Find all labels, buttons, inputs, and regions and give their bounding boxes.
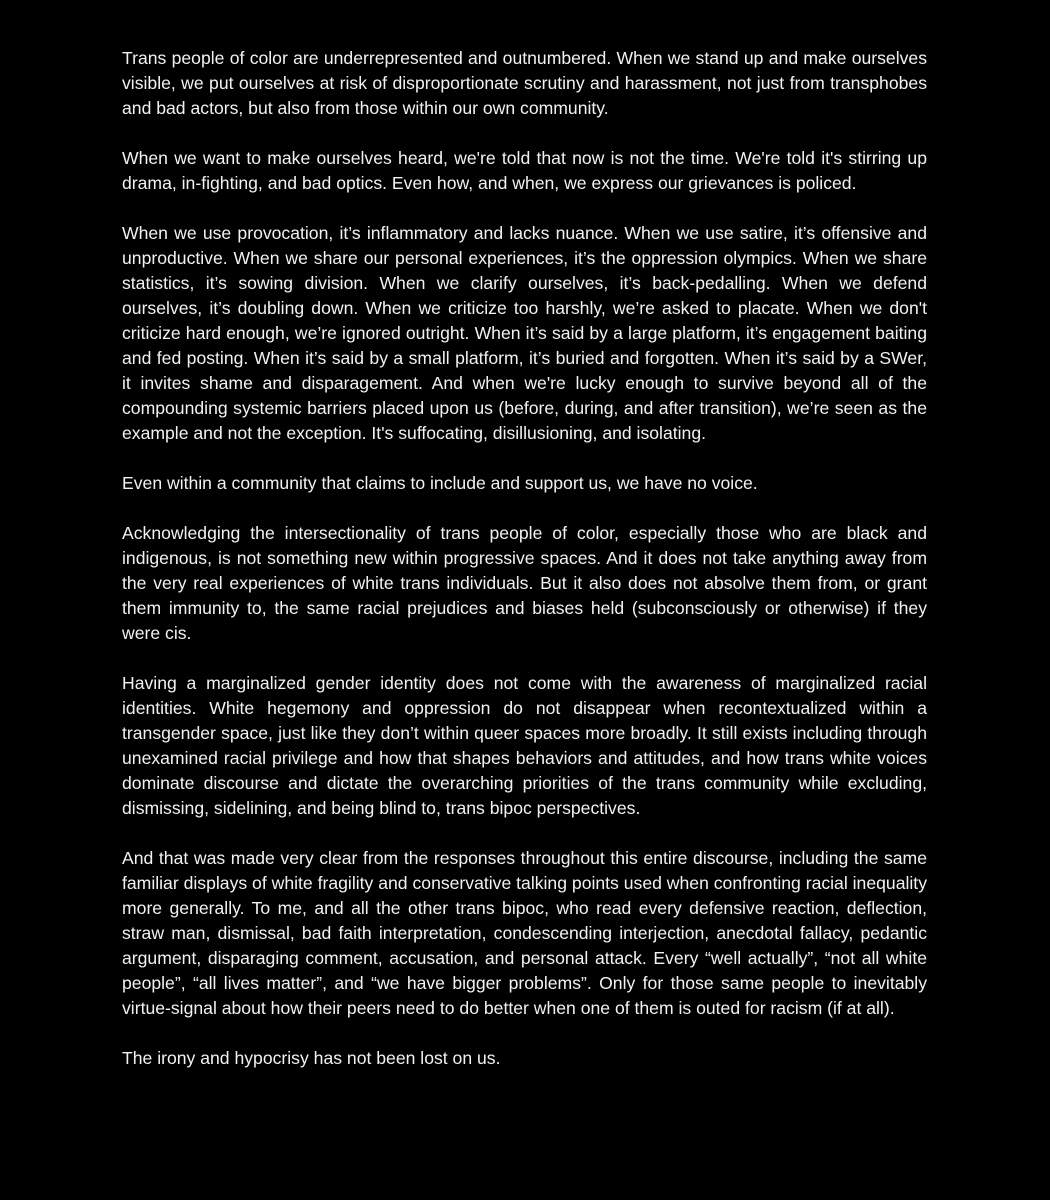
paragraph-5: Acknowledging the intersectionality of trans people of color, especially those who are black and indigenous, is not something new within progressive spaces. And it does not take anything away from the very real experiences of white trans individuals. But it also does not absolve them from, or grant them immunity to, the same racial prejudices and biases held (subconsciously or otherwise) if they were cis. [122,523,927,643]
paragraph-3: When we use provocation, it’s inflammatory and lacks nuance. When we use satire, it’s offensive and unproductive. When we share our personal experiences, it’s the oppression olympics. When we share statistics, it’s sowing division. When we clarify ourselves, it’s back-pedalling. When we defend ourselves, it’s doubling down. When we criticize too harshly, we’re asked to placate. When we don't criticize hard enough, we’re ignored outright. When it’s said by a large platform, it’s engagement baiting and fed posting. When it’s said by a small platform, it’s buried and forgotten. When it’s said by a SWer, it invites shame and disparagement. And when we're lucky enough to survive beyond all of the compounding systemic barriers placed upon us (before, during, and after transition), we’re seen as the example and not the exception. It's suffocating, disillusioning, and isolating. [122,223,927,443]
paragraph-8: The irony and hypocrisy has not been lost on us. [122,1048,501,1068]
paragraph-2: When we want to make ourselves heard, we're told that now is not the time. We're told it's stirring up drama, in-fighting, and bad optics. Even how, and when, we express our grievances is policed. [122,148,927,193]
paragraph-1: Trans people of color are underrepresented and outnumbered. When we stand up and make ourselves visible, we put ourselves at risk of disproportionate scrutiny and harassment, not just from transphobes and bad actors, but also from those within our own community. [122,48,927,118]
document-body [122,46,927,1096]
paragraph-7: And that was made very clear from the responses throughout this entire discourse, including the same familiar displays of white fragility and conservative talking points used when confronting racial inequality more generally. To me, and all the other trans bipoc, who read every defensive reaction, deflection, straw man, dismissal, bad faith interpretation, condescending interjection, anecdotal fallacy, pedantic argument, disparaging comment, accusation, and personal attack. Every “well actually”, “not all white people”, “all lives matter”, and “we have bigger problems”. Only for those same people to inevitably virtue-signal about how their peers need to do better when one of them is outed for racism (if at all). [122,848,927,1018]
paragraph-4: Even within a community that claims to include and support us, we have no voice. [122,473,758,493]
paragraph-6: Having a marginalized gender identity does not come with the awareness of marginalized racial identities. White hegemony and oppression do not disappear when recontextualized within a transgender space, just like they don’t within queer spaces more broadly. It still exists including through unexamined racial privilege and how that shapes behaviors and attitudes, and how trans white voices dominate discourse and dictate the overarching priorities of the trans community while excluding, dismissing, sidelining, and being blind to, trans bipoc perspectives. [122,673,927,818]
